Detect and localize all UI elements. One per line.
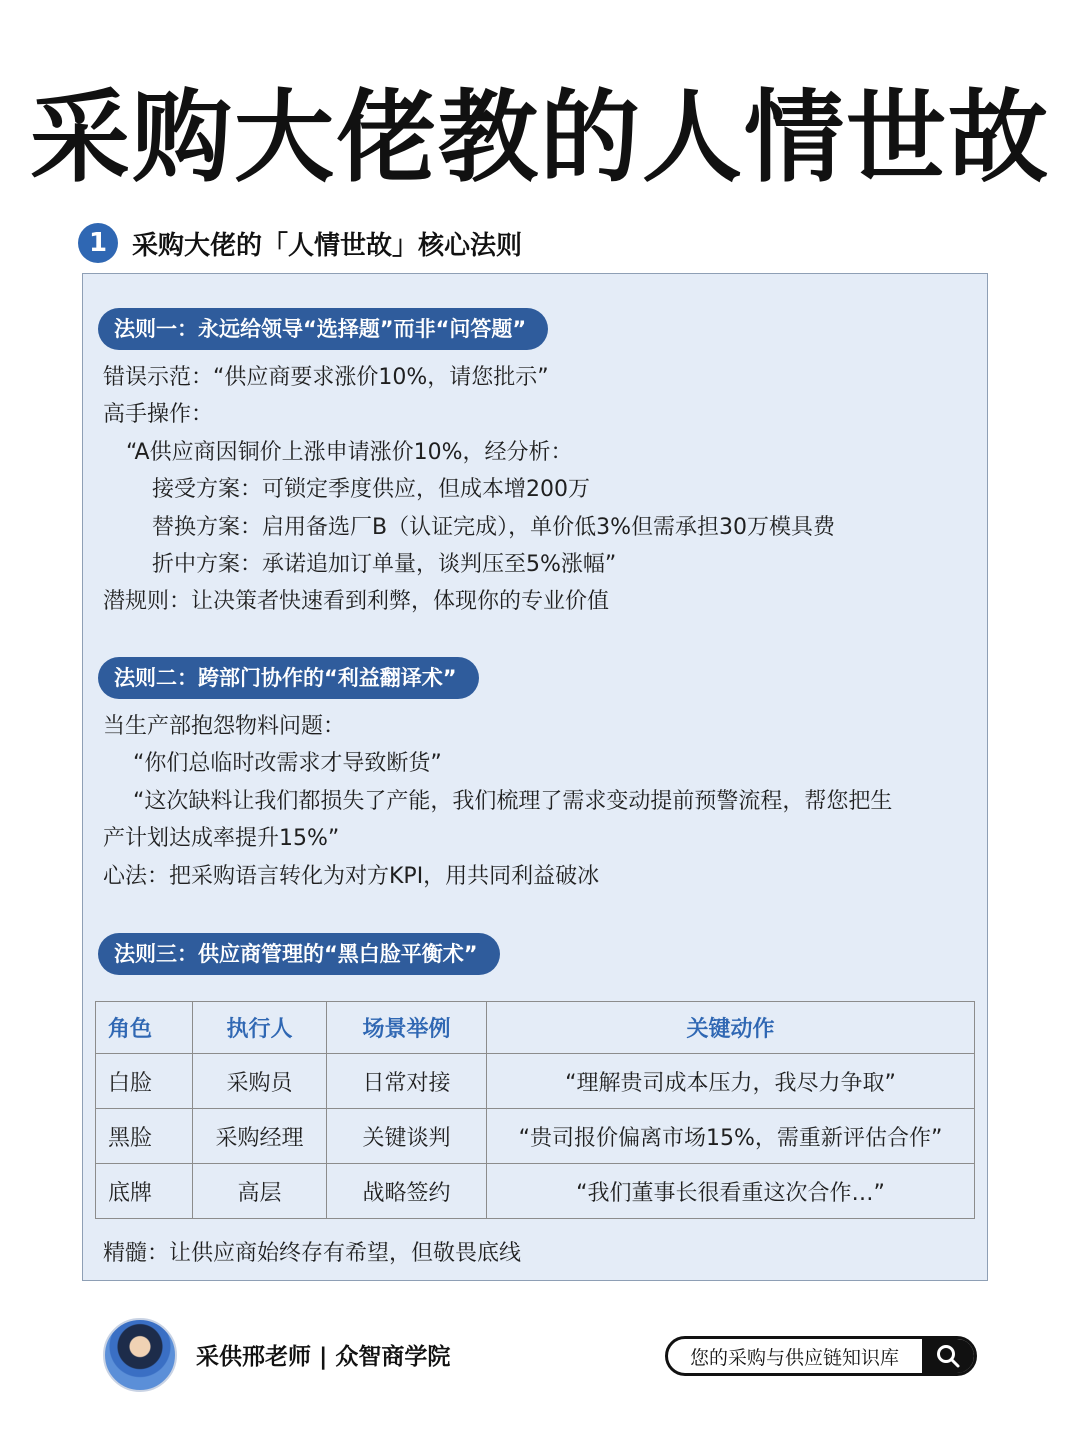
table-header-row — [96, 1002, 975, 1054]
table-cell: 日常对接 — [327, 1054, 487, 1109]
content-panel — [82, 273, 988, 1281]
rule1-line: 替换方案：启用备选厂B（认证完成），单价低3%但需承担30万模具费 — [152, 515, 835, 540]
table-cell: “贵司报价偏离市场15%，需重新评估合作” — [487, 1109, 975, 1164]
table-cell: 高层 — [193, 1164, 327, 1219]
table-header: 执行人 — [193, 1002, 327, 1054]
footer-author: 采供邢老师 | 众智商学院 — [196, 1344, 451, 1370]
table-row — [96, 1109, 975, 1164]
search-icon — [935, 1343, 961, 1369]
rule1-line: 接受方案：可锁定季度供应，但成本增200万 — [152, 477, 590, 502]
table-header: 角色 — [96, 1002, 193, 1054]
table-cell: 白脸 — [96, 1054, 193, 1109]
section-number-badge: 1 — [78, 223, 118, 263]
table-row — [96, 1164, 975, 1219]
table-header: 场景举例 — [327, 1002, 487, 1054]
table-header: 关键动作 — [487, 1002, 975, 1054]
essence-line: 精髓：让供应商始终存有希望，但敬畏底线 — [103, 1241, 522, 1266]
rules-table — [95, 1001, 975, 1219]
table-cell: “我们董事长很看重这次合作…” — [487, 1164, 975, 1219]
rule2-line: 心法：把采购语言转化为对方KPI，用共同利益破冰 — [103, 864, 600, 889]
rule1-line: 折中方案：承诺追加订单量，谈判压至5%涨幅” — [152, 552, 617, 577]
table-cell: “理解贵司成本压力，我尽力争取” — [487, 1054, 975, 1109]
search-bar[interactable] — [665, 1336, 977, 1376]
rule2-line: “你们总临时改需求才导致断货” — [133, 751, 442, 776]
table-row — [96, 1054, 975, 1109]
table-cell: 采购经理 — [193, 1109, 327, 1164]
rule2-pill: 法则二：跨部门协作的“利益翻译术” — [98, 657, 479, 699]
rule2-line: 产计划达成率提升15%” — [103, 826, 340, 851]
table-cell: 黑脸 — [96, 1109, 193, 1164]
rule1-line: 潜规则：让决策者快速看到利弊，体现你的专业价值 — [103, 589, 610, 614]
table-cell: 底牌 — [96, 1164, 193, 1219]
section-header — [78, 222, 522, 264]
rule2-line: 当生产部抱怨物料问题： — [103, 714, 346, 739]
rule1-line: 高手操作： — [103, 402, 214, 427]
rule1-line: 错误示范：“供应商要求涨价10%，请您批示” — [103, 365, 549, 390]
table-cell: 采购员 — [193, 1054, 327, 1109]
rule1-pill: 法则一：永远给领导“选择题”而非“问答题” — [98, 308, 548, 350]
table-cell: 关键谈判 — [327, 1109, 487, 1164]
rule1-line: “A供应商因铜价上涨申请涨价10%，经分析： — [126, 440, 573, 465]
rule3-pill: 法则三：供应商管理的“黑白脸平衡术” — [98, 933, 500, 975]
search-text: 您的采购与供应链知识库 — [690, 1346, 900, 1369]
rule2-line: “这次缺料让我们都损失了产能，我们梳理了需求变动提前预警流程，帮您把生 — [133, 789, 893, 814]
page-title: 采购大佬教的人情世故 — [30, 79, 1050, 196]
table-cell: 战略签约 — [327, 1164, 487, 1219]
avatar — [103, 1318, 177, 1392]
search-button[interactable] — [922, 1339, 974, 1373]
section-title: 采购大佬的「人情世故」核心法则 — [132, 230, 523, 261]
